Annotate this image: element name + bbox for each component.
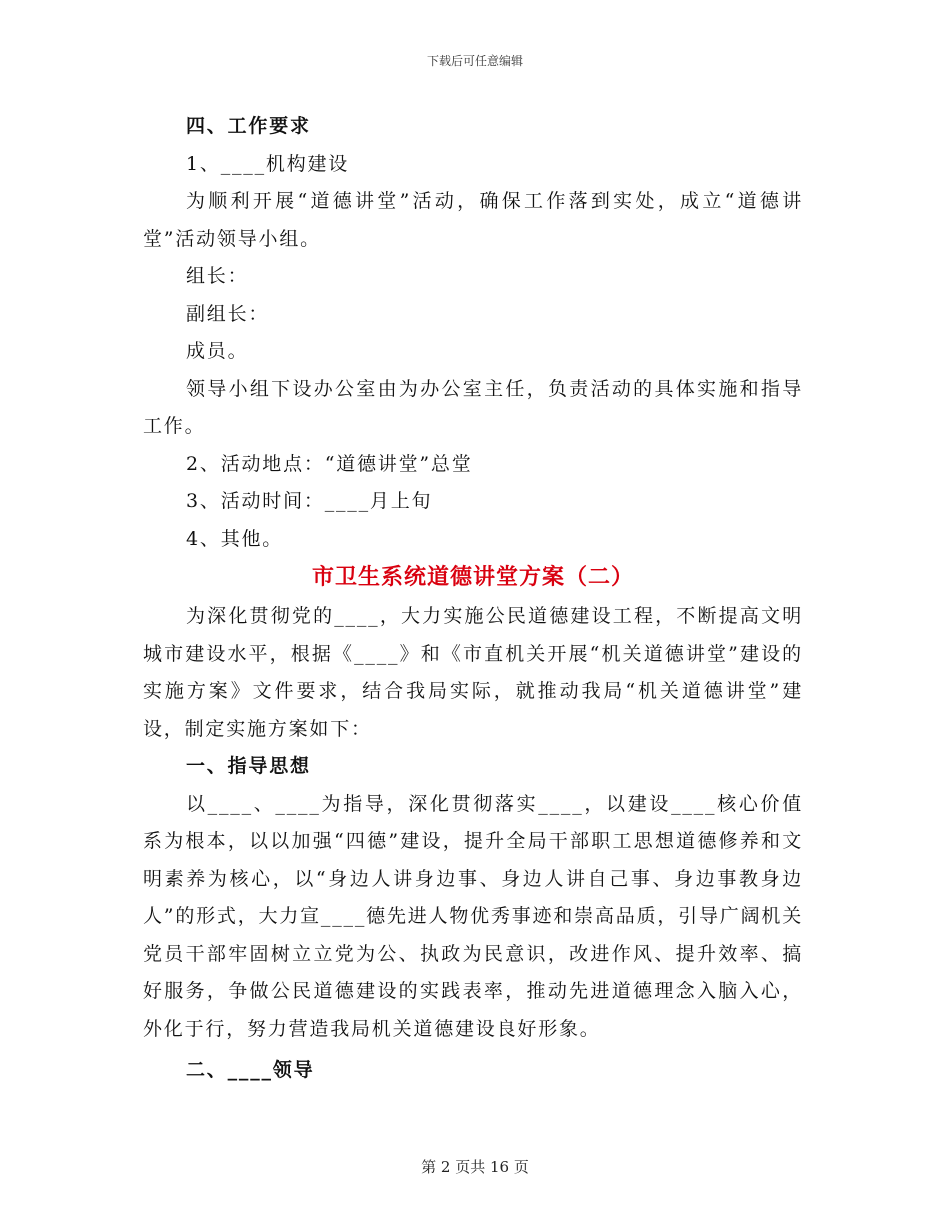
plan-title: 市卫生系统道德讲堂方案（二）: [311, 565, 634, 590]
item-location: 2、活动地点：“道德讲堂”总堂: [186, 452, 473, 475]
paragraph-office: 领导小组下设办公室由为办公室主任，负责活动的具体实施和指导工作。: [143, 377, 803, 437]
leader-line: 组长：: [186, 265, 249, 287]
paragraph-guiding-thought: 以____、____为指导，深化贯彻落实____，以建设____核心价值系为根本，以以加强“四德”建设，提升全局干部职工思想道德修养和文明素养为核心，以“身边人讲身边事、身边人讲自己事、身边事教身边人”的形式，大力宣____德先进人物优秀事迹和崇高品质，引导广阔机关党员干部牢固树立立党为公、执政为民意识，改进作风、提升效率、搞好服务，争做公民道德建设的实践表率，推动先进道德理念入脑入心，外化于行，努力营造我局机关道德建设良好形象。: [143, 792, 803, 1040]
section-heading-requirements: 四、工作要求: [186, 115, 311, 137]
document-body: [143, 108, 803, 1090]
section-heading-guiding-thought: 一、指导思想: [186, 755, 311, 777]
page-footer: 第 2 页共 16 页: [421, 1158, 529, 1176]
item-org-building: 1、____机构建设: [186, 152, 350, 175]
page-header: 下载后可任意编辑: [426, 54, 523, 68]
members-line: 成员。: [186, 340, 249, 362]
item-time: 3、活动时间：____月上旬: [186, 490, 433, 512]
paragraph-leading-group: 为顺利开展“道德讲堂”活动，确保工作落到实处，成立“道德讲堂”活动领导小组。: [143, 190, 803, 250]
section-heading-leadership: 二、____领导: [186, 1059, 315, 1081]
item-other: 4、其他。: [186, 527, 284, 550]
paragraph-intro: 为深化贯彻党的____，大力实施公民道德建设工程，不断提高文明城市建设水平，根据《____》和《市直机关开展“机关道德讲堂”建设的实施方案》文件要求，结合我局实际，就推动我局“机关道德讲堂”建设，制定实施方案如下：: [143, 605, 803, 740]
vice-leader-line: 副组长：: [186, 302, 270, 325]
